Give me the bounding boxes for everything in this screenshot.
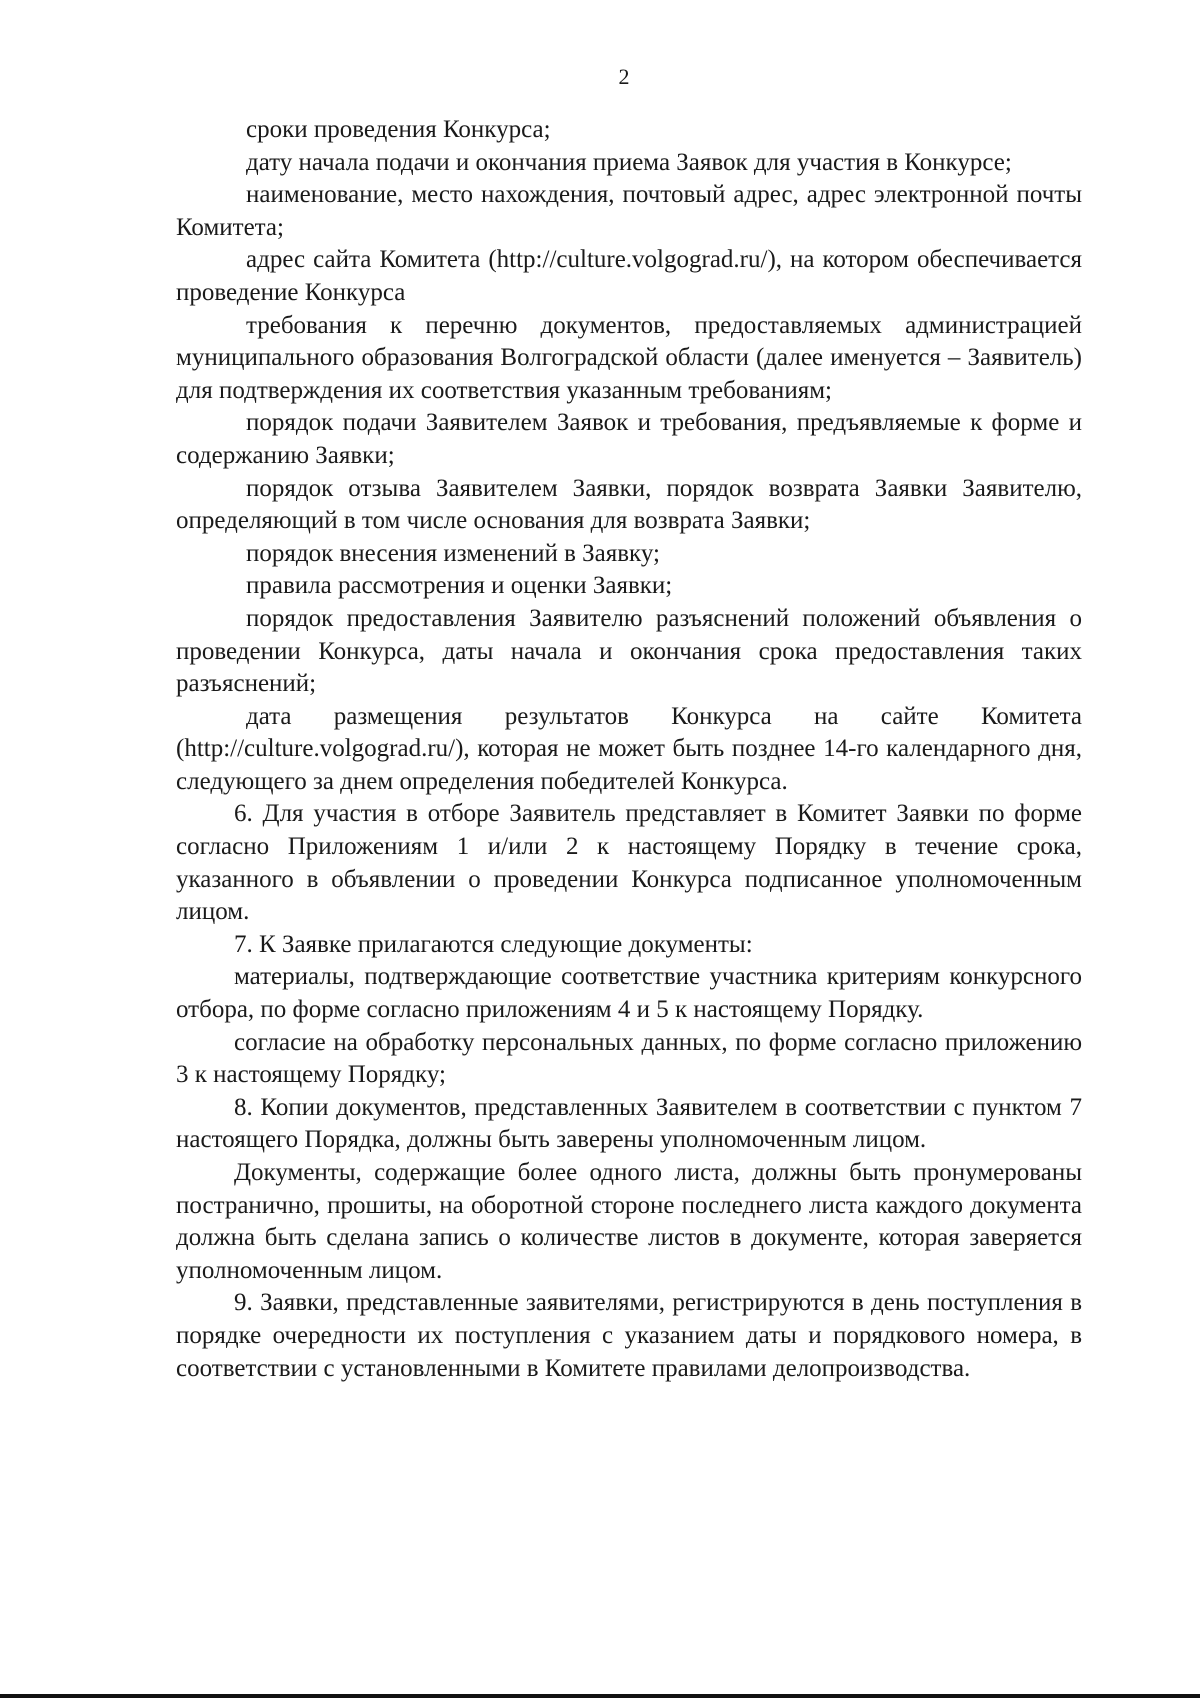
paragraph: порядок подачи Заявителем Заявок и требования, предъявляемые к форме и содержанию Заявки; — [176, 409, 1082, 469]
paragraph: Документы, содержащие более одного листа, должны быть пронумерованы постранично, прошиты, на оборотной стороне последнего листа каждого документа должна быть сделана запись о количестве листов в документе, которая заверяется уполномоченным лицом. — [176, 1159, 1082, 1284]
paragraph: наименование, место нахождения, почтовый адрес, адрес электронной почты Комитета; — [176, 181, 1082, 241]
paragraph: порядок отзыва Заявителем Заявки, порядок возврата Заявки Заявителю, определяющий в том числе основания для возврата Заявки; — [176, 474, 1082, 535]
paragraph: дату начала подачи и окончания приема Заявок для участия в Конкурсе; — [246, 148, 1012, 176]
paragraph: согласие на обработку персональных данных, по форме согласно приложению 3 к настоящему Порядку; — [176, 1028, 1082, 1089]
paragraph-item-6: 6. Для участия в отборе Заявитель представляет в Комитет Заявки по форме согласно Приложениям 1 и/или 2 к настоящему Порядку в течение срока, указанного в объявлении о проведении Конкурса подписанное уполномоченным лицом. — [176, 800, 1082, 926]
paragraph: порядок внесения изменений в Заявку; — [246, 539, 660, 567]
document-body — [176, 114, 1082, 1385]
scan-bottom-edge — [0, 1694, 1200, 1698]
paragraph-item-8: 8. Копии документов, представленных Заявителем в соответствии с пунктом 7 настоящего Порядка, должны быть заверены уполномоченным лицом. — [176, 1093, 1082, 1154]
paragraph: дата размещения результатов Конкурса на сайте Комитета (http://culture.volgograd.ru/), которая не может быть позднее 14-го календарного дня, следующего за днем определения победителей Конкурса. — [176, 702, 1082, 795]
paragraph: материалы, подтверждающие соответствие участника критериям конкурсного отбора, по форме согласно приложениям 4 и 5 к настоящему Порядку. — [176, 963, 1082, 1024]
paragraph: требования к перечню документов, предоставляемых администрацией муниципального образования Волгоградской области (далее именуется – Заявитель) для подтверждения их соответствия указанным требованиям; — [176, 311, 1082, 404]
paragraph: порядок предоставления Заявителю разъяснений положений объявления о проведении Конкурса, даты начала и окончания срока предоставления таких разъяснений; — [176, 604, 1082, 698]
paragraph: сроки проведения Конкурса; — [246, 116, 551, 143]
paragraph: адрес сайта Комитета (http://culture.volgograd.ru/), на котором обеспечивается проведение Конкурса — [176, 246, 1082, 306]
page-number: 2 — [618, 64, 630, 89]
paragraph-item-7: 7. К Заявке прилагаются следующие документы: — [234, 930, 753, 958]
paragraph-item-9: 9. Заявки, представленные заявителями, регистрируются в день поступления в порядке очередности их поступления с указанием даты и порядкового номера, в соответствии с установленными в Комитете правилами делопроизводства. — [176, 1289, 1082, 1382]
paragraph: правила рассмотрения и оценки Заявки; — [246, 572, 673, 600]
